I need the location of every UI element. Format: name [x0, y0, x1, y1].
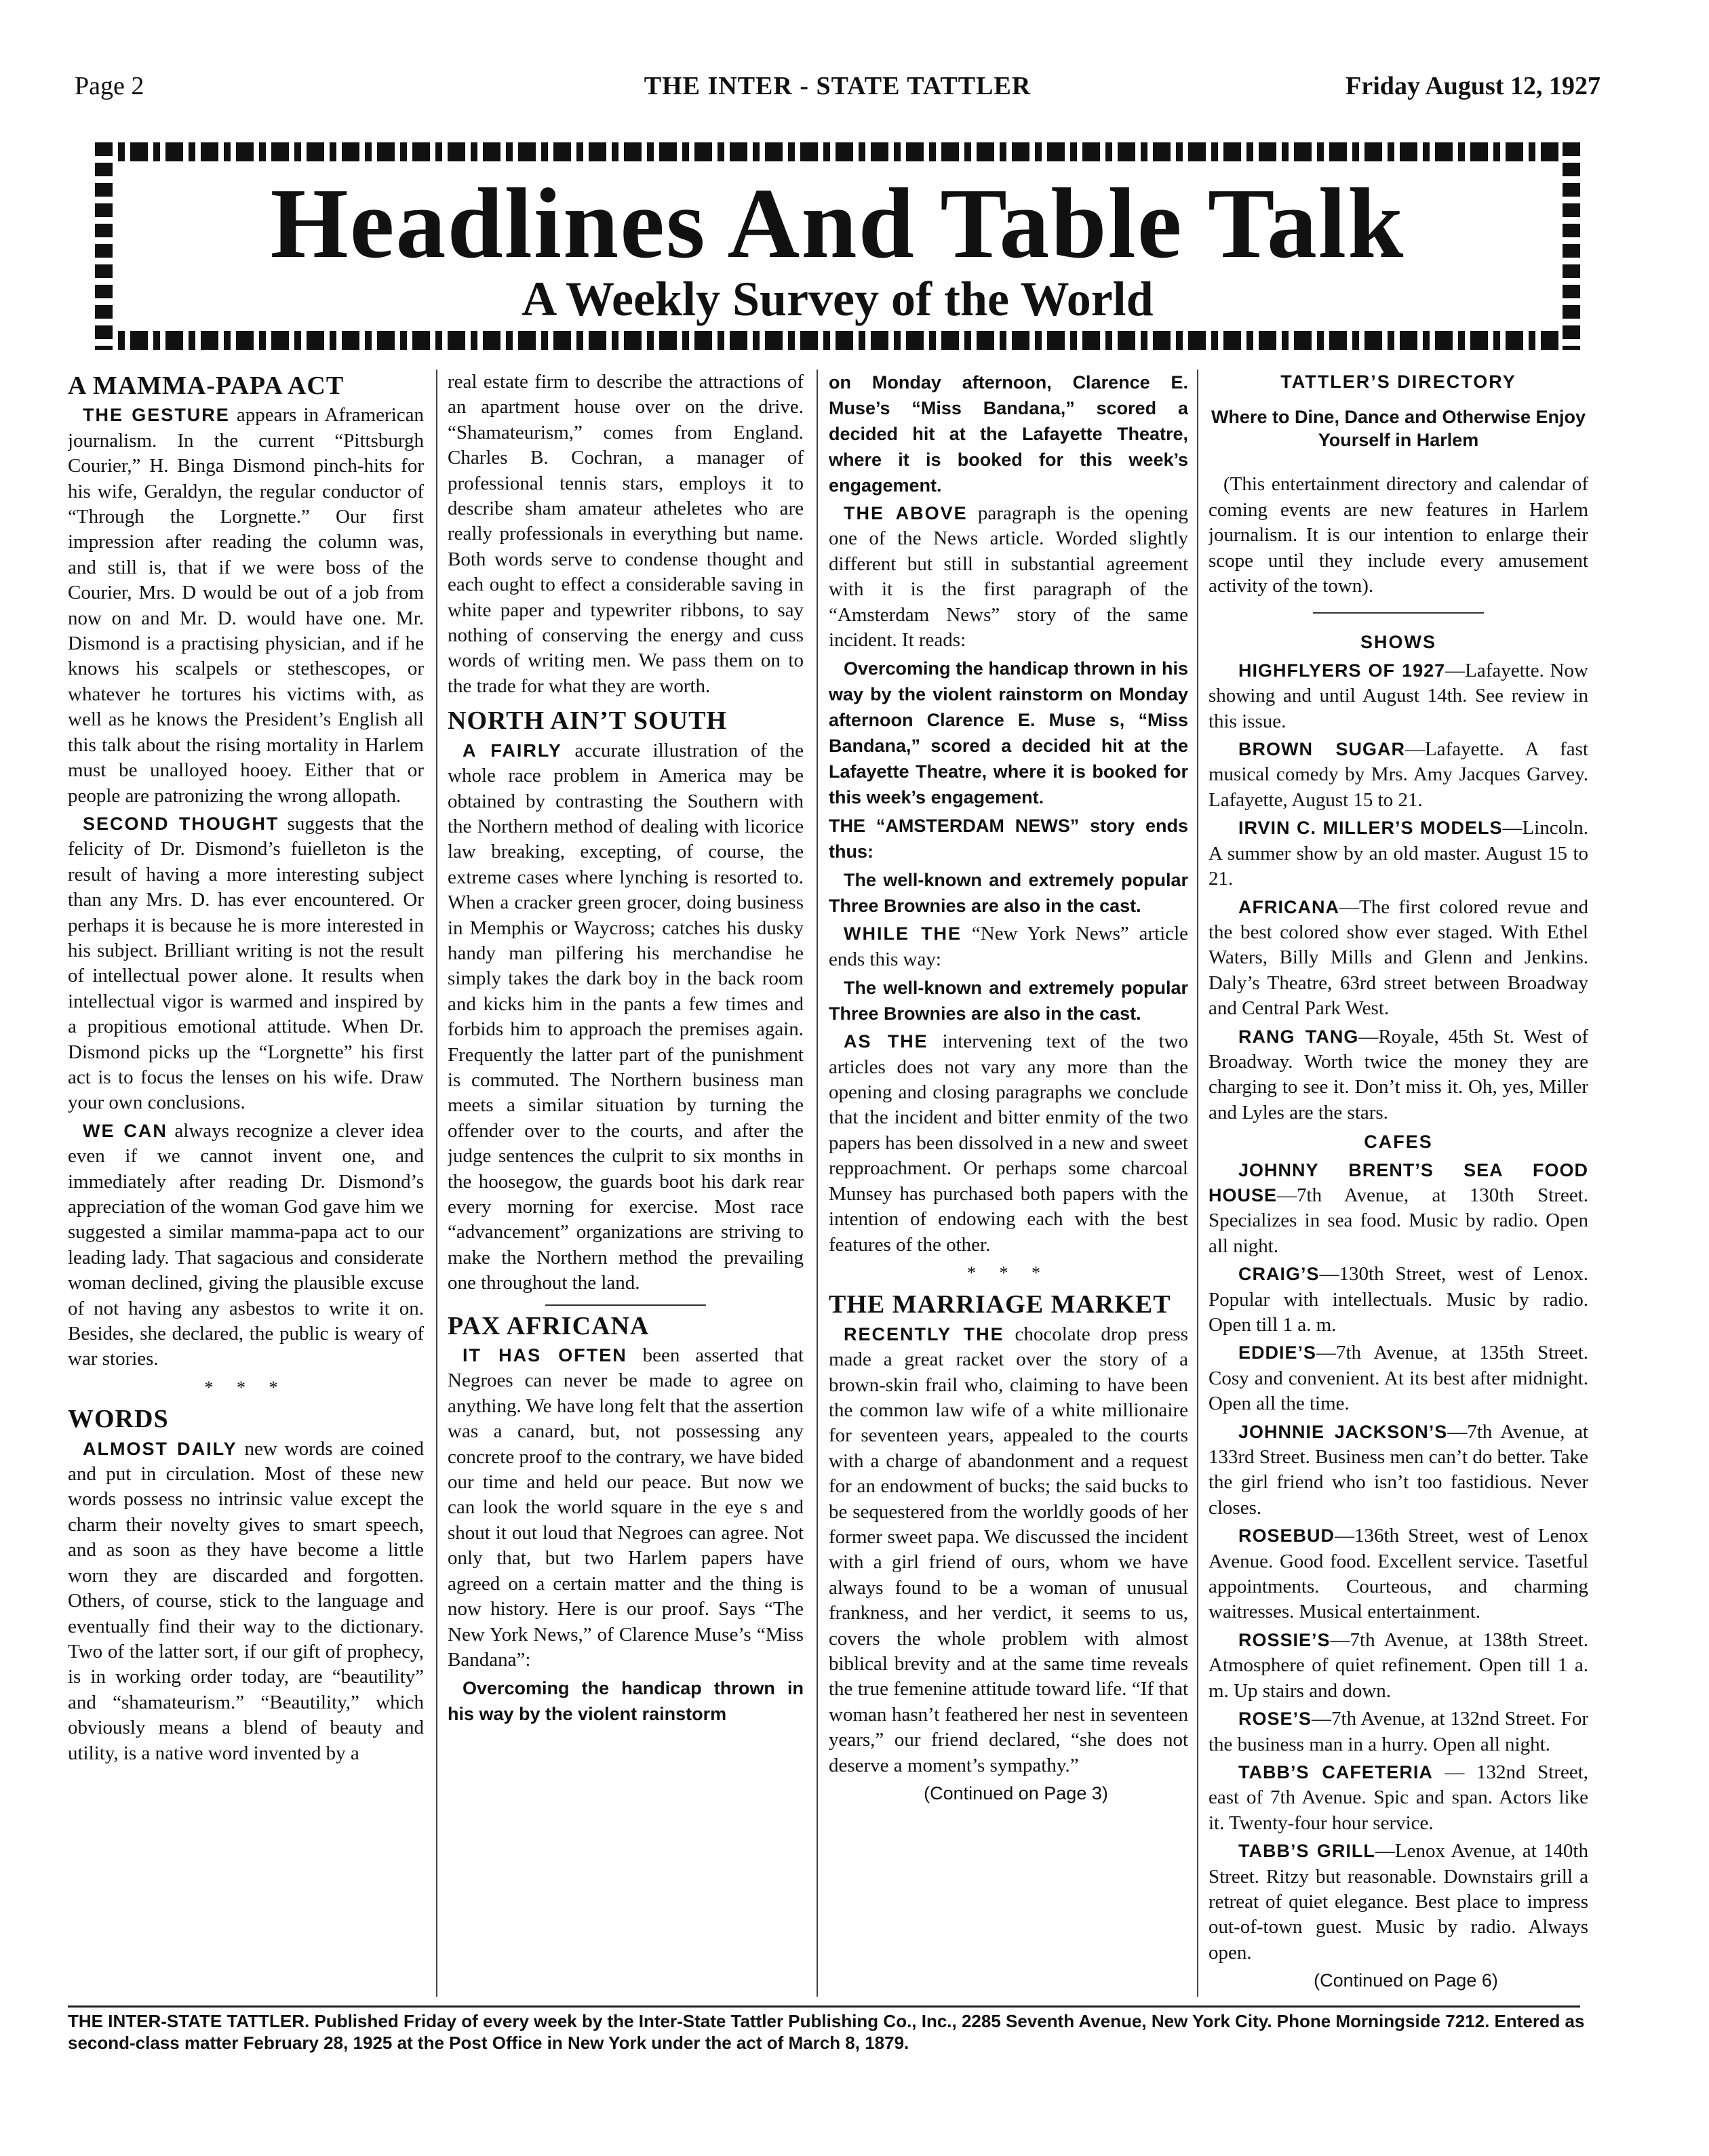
lead-in: THE ABOVE [844, 503, 968, 523]
list-item [1209, 1340, 1588, 1416]
paragraph [68, 812, 424, 1116]
entry-name: HIGHFLYERS OF 1927 [1238, 660, 1446, 681]
paragraph-text: suggests that the felicity of Dr. Dismond’s fuielleton is the result of having a more interesting subject than any Mrs. D. has ever encountered. Or perhaps it is because he is more interested in his subject. Brilliant writing is not the result of intellectual power alone. It results when intellectual vigor is warmed and inspired by a propitious emotional attitude. When Dr. Dismond picks up the “Lorgnette” his first act is to focus the lenses on his wife. Draw your own conclusions. [68, 812, 424, 1114]
page-number: Page 2 [75, 72, 144, 100]
directory-title: TATTLER’S DIRECTORY [1280, 372, 1516, 392]
entry-text: —The first colored revue and the best colored show ever staged. With Ethel Waters, Billy Mills and Glenn and Jenkins. Daly’s Theatre, 63rd street between Broadway and Central Park West. [1209, 896, 1588, 1020]
section-separator: * * * [204, 1377, 288, 1397]
headline-pax-africana: PAX AFRICANA [448, 1311, 650, 1340]
paragraph [829, 501, 1188, 653]
ornamental-border-top [95, 142, 1580, 161]
column-divider [817, 370, 818, 1997]
paragraph-text: always recognize a clever idea even if we cannot invent one, and immediately after reading Dr. Dismond’s appreciation of the woman God gave him we suggested a similar mamma-papa act to our leading lady. That sagacious and considerate woman declined, giving the plausible excuse of not having any asbestos to write it on. Besides, she declared, the public is weary of war stories. [68, 1119, 424, 1370]
paragraph-text: intervening text of the two articles does not vary any more than the opening and closing paragraphs we conclude that the incident and bitter enmity of the two papers has been dissolved in a new and sweet repproachment. Or perhaps some charcoal Munsey has purchased both papers with the intention of endowing each with the best features of the other. [829, 1031, 1188, 1256]
newspaper-name: THE INTER - STATE TATTLER [644, 72, 1032, 100]
section-rule [1313, 612, 1484, 614]
entry-name: IRVIN C. MILLER’S MODELS [1238, 818, 1503, 839]
paragraph [68, 403, 424, 809]
directory-note: (This entertainment directory and calendar of coming events are new features in Harlem journalism. It is our intention to enlarge their scope until they include every amusement activity of the town). [1209, 473, 1588, 597]
publisher-footer: THE INTER-STATE TATTLER. Published Friday of every week by the Inter-State Tattler Publishing Co., Inc., 2285 Seventh Avenue, New York City. Phone Morningside 7212. Entered as second-class matter February 28, 1925 at the Post Office in New York under the act of March 8, 1879. [68, 2011, 1585, 2053]
paragraph [68, 1119, 424, 1372]
lead-in: WE CAN [83, 1120, 168, 1141]
issue-date: Friday August 12, 1927 [1345, 72, 1600, 100]
paragraph [829, 921, 1188, 972]
list-item [1209, 1024, 1588, 1126]
paragraph [448, 738, 804, 1296]
column-1 [68, 370, 424, 1997]
continued-notice: (Continued on Page 3) [924, 1783, 1108, 1804]
lead-in: AS THE [844, 1031, 928, 1052]
entry-text: —7th Avenue, at 133rd Street. Business men can’t do better. Take the girl friend who isn’t too fastidious. Never closes. [1209, 1420, 1588, 1519]
lead-in: THE GESTURE [83, 405, 230, 426]
entry-name: BROWN SUGAR [1238, 739, 1406, 760]
entry-name: TABB’S GRILL [1238, 1841, 1375, 1862]
lead-in: SECOND THOUGHT [83, 813, 279, 834]
quoted-text: on Monday afternoon, Clarence E. Muse’s “Miss Bandana,” scored a decided hit at the Lafayette Theatre, where it is booked for this week’s engagement. [829, 372, 1188, 496]
column-4-directory [1209, 370, 1588, 1997]
list-item [1209, 1706, 1588, 1757]
cafes-heading: CAFES [1364, 1132, 1433, 1153]
entry-name: AFRICANA [1238, 896, 1339, 917]
entry-text: —Royale, 45th St. West of Broadway. Worth twice the money they are charging to see it. Don’t miss it. Oh, yes, Miller and Lyles are the stars. [1209, 1025, 1588, 1123]
entry-name: ROSSIE’S [1238, 1629, 1331, 1650]
directory-subtitle: Where to Dine, Dance and Otherwise Enjoy Yourself in Harlem [1211, 407, 1586, 451]
lead-in: ALMOST DAILY [83, 1438, 237, 1459]
masthead [75, 71, 1600, 112]
list-item [1209, 1158, 1588, 1260]
paragraph [448, 1343, 804, 1673]
column-divider [436, 370, 437, 1997]
entry-text: —7th Avenue, at 135th Street. Cosy and convenient. At its best after midnight. Open all the time. [1209, 1342, 1588, 1415]
quoted-text: Overcoming the handicap thrown in his way by the violent rainstorm on Monday afternoon Clarence E. Muse s, “Miss Bandana,” scored a decided hit at the Lafayette Theatre, where it is booked for this week’s engagement. [829, 658, 1188, 808]
entry-text: —136th Street, west of Lenox Avenue. Good food. Excellent service. Tasetful appointments. Courteous, and charming waitresses. Musical entertainment. [1209, 1525, 1588, 1623]
paragraph-text: new words are coined and put in circulation. Most of these new words possess no intrinsic value except the charm their novelty gives to smart speech, and as soon as they have become a little worn they are discarded and forgotten. Others, of course, stick to the language and eventually find their way to the dictionary. Two of the latter sort, if our gift of prophecy, is in working order today, are “beautility” and “shamateurism.” “Beautility,” which obviously means a blend of beauty and utility, is a native word invented by a [68, 1437, 424, 1764]
entry-name: RANG TANG [1238, 1026, 1359, 1047]
column-3 [829, 370, 1188, 1997]
entry-text: —Lenox Avenue, at 140th Street. Ritzy but reasonable. Downstairs grill a retreat of quiet elegance. Best place to impress out-of-town guest. Music by radio. Always open. [1209, 1840, 1588, 1963]
continued-notice: (Continued on Page 6) [1314, 1970, 1498, 1991]
paragraph-text: accurate illustration of the whole race problem in America may be obtained by contrasting the Southern with the Northern method of dealing with licorice law breaking, excepting, of course, the extreme cases where lynching is resorted to. When a cracker green grocer, doing business in Memphis or Waycross; catches his dusky handy man pilfering his merchandise he simply takes the dark boy in the back room and kicks him in the pants a few times and forbids him to approach the premises again. Frequently the latter part of the punishment is commuted. The Northern business man meets a similar situation by turning the offender over to the courts, and after the judge sentences the culprit to six months in the hoosegow, the guards boot his dark rear every morning for exercise. Most race “advancement” organizations are striving to make the Northern method the prevailing one throughout the land. [448, 739, 804, 1294]
paragraph [829, 1029, 1188, 1258]
list-item [1209, 658, 1588, 734]
footer-rule [68, 2005, 1580, 2008]
paragraph [829, 1322, 1188, 1778]
list-item [1209, 737, 1588, 813]
entry-text: —Lincoln. A summer show by an old master. August 15 to 21. [1209, 817, 1588, 890]
section-banner [95, 136, 1580, 359]
lead-in: IT HAS OFTEN [463, 1345, 627, 1366]
headline-marriage-market: THE MARRIAGE MARKET [829, 1290, 1171, 1319]
entry-name: ROSEBUD [1238, 1525, 1335, 1546]
banner-subtitle: A Weekly Survey of the World [522, 272, 1154, 326]
entry-text: —7th Avenue, at 138th Street. Atmosphere of quiet refinement. Open till 1 a. m. Up stairs and down. [1209, 1629, 1588, 1702]
lead-in: WHILE THE [844, 923, 962, 944]
entry-text: —7th Avenue, at 130th Street. Specializes in sea food. Music by radio. Open all night. [1209, 1184, 1588, 1257]
paragraph-text: real estate firm to describe the attractions of an apartment house over on the drive. “Shamateurism,” comes from England. Charles B. Cochran, a manager of professional tennis stars, employs it to describe sham amateur atheletes who are really professionals in everything but name. Both words serve to condense thought and each ought to effect a considerable saving in white paper and typewriter ribbons, to say nothing of conserving the energy and cuss words of writing men. We pass them on to the trade for what they are worth. [448, 371, 804, 697]
entry-name: TABB’S CAFETERIA [1238, 1761, 1433, 1782]
entry-text: —130th Street, west of Lenox. Popular with intellectuals. Music by radio. Open till 1 a. m. [1209, 1263, 1588, 1336]
paragraph-text: paragraph is the opening one of the News article. Worded slightly different but still in substantial agreement with it is the first paragraph of the “Amsterdam News” story of the same incident. It reads: [829, 502, 1188, 652]
list-item [1209, 816, 1588, 892]
shows-heading: SHOWS [1360, 632, 1436, 653]
paragraph-text: been asserted that Negroes can never be made to agree on anything. We have long felt that the assertion was a canard, but, not possessing any concrete proof to the contrary, we have bided our time and held our peace. But now we can look the world square in the eye s and shout it out loud that Negroes can agree. Not only that, but two Harlem papers have agreed on a certain matter and the thing is now history. Here is our proof. Says “The New York News,” of Clarence Muse’s “Miss Bandana”: [448, 1344, 804, 1671]
entry-text: —Lafayette. A fast musical comedy by Mrs. Amy Jacques Garvey. Lafayette, August 15 to 21. [1209, 738, 1588, 811]
quoted-text: Overcoming the handicap thrown in his way by the violent rainstorm [448, 1678, 804, 1725]
lead-in: RECENTLY THE [844, 1323, 1004, 1344]
paragraph [68, 1437, 424, 1766]
entry-name: JOHNNY BRENT’S SEA FOOD HOUSE [1209, 1159, 1588, 1205]
entry-name: CRAIG’S [1238, 1264, 1320, 1285]
list-item [1209, 1628, 1588, 1704]
paragraph-text: appears in Aframerican journalism. In the current “Pittsburgh Courier,” H. Binga Dismond pinch-hits for his wife, Geraldyn, the regular conductor of “Through the Lorgnette.” Our first impression after reading the column was, and still is, that if we were boss of the Courier, Mrs. D would be out of a job from now on and Mr. D. would have one. Mr. Dismond is a practising physician, and if he knows his scalpels or stethescopes, or whatever he tortures his victims with, as well as he knows the President’s English all this talk about the rising mortality in Harlem must be unalloyed hooey. Either that or people are patronizing the wrong allopath. [68, 404, 424, 807]
headline-mamma-papa-act: A MAMMA-PAPA ACT [68, 372, 345, 400]
entry-name: EDDIE’S [1238, 1342, 1317, 1363]
entry-text: —Lafayette. Now showing and until August 14th. See review in this issue. [1209, 659, 1588, 732]
list-item [1209, 1760, 1588, 1836]
list-item [1209, 1420, 1588, 1521]
headline-words: WORDS [68, 1405, 169, 1434]
entry-name: ROSE’S [1238, 1709, 1312, 1730]
list-item [1209, 1262, 1588, 1338]
entry-text: —7th Avenue, at 132nd Street. For the business man in a hurry. Open all night. [1209, 1708, 1588, 1755]
banner-title: Headlines And Table Talk [270, 168, 1405, 279]
column-divider [1197, 370, 1198, 1997]
lead-in: A FAIRLY [463, 740, 562, 761]
paragraph-text: THE “AMSTERDAM NEWS” story ends thus: [829, 816, 1188, 862]
column-2 [448, 370, 804, 1997]
list-item [1209, 1839, 1588, 1965]
section-separator: * * * [967, 1262, 1050, 1283]
headline-north-aint-south: NORTH AIN’T SOUTH [448, 706, 727, 736]
section-rule [545, 1304, 705, 1306]
list-item [1209, 895, 1588, 1022]
entry-text: — 132nd Street, east of 7th Avenue. Spic and span. Actors like it. Twenty-four hour service. [1209, 1761, 1588, 1834]
ornamental-border-bottom [95, 331, 1580, 350]
paragraph-text: “New York News” article ends this way: [829, 923, 1188, 970]
quoted-text: The well-known and extremely popular Three Brownies are also in the cast. [829, 870, 1188, 917]
entry-name: JOHNNIE JACKSON’S [1238, 1421, 1448, 1442]
list-item [1209, 1523, 1588, 1625]
paragraph-text: chocolate drop press made a great racket over the story of a brown-skin frail who, claiming to have been the common law wife of a white millionaire for seventeen years, appealed to the courts with a charge of abandonment and a request for an endowment of bucks; the said bucks to be sequestered from the worldly goods of her former sweet papa. We discussed the incident with a girl friend of ours, whom we have always found to be a woman of unusual frankness, and her verdict, it seems to us, covers the whole problem with almost biblical brevity and at the same time reveals the true femenine attitude toward life. “If that woman hasn’t feathered her nest in seventeen years,” our friend declared, “she does not deserve a moment’s sympathy.” [829, 1323, 1188, 1776]
quoted-text: The well-known and extremely popular Three Brownies are also in the cast. [829, 978, 1188, 1024]
